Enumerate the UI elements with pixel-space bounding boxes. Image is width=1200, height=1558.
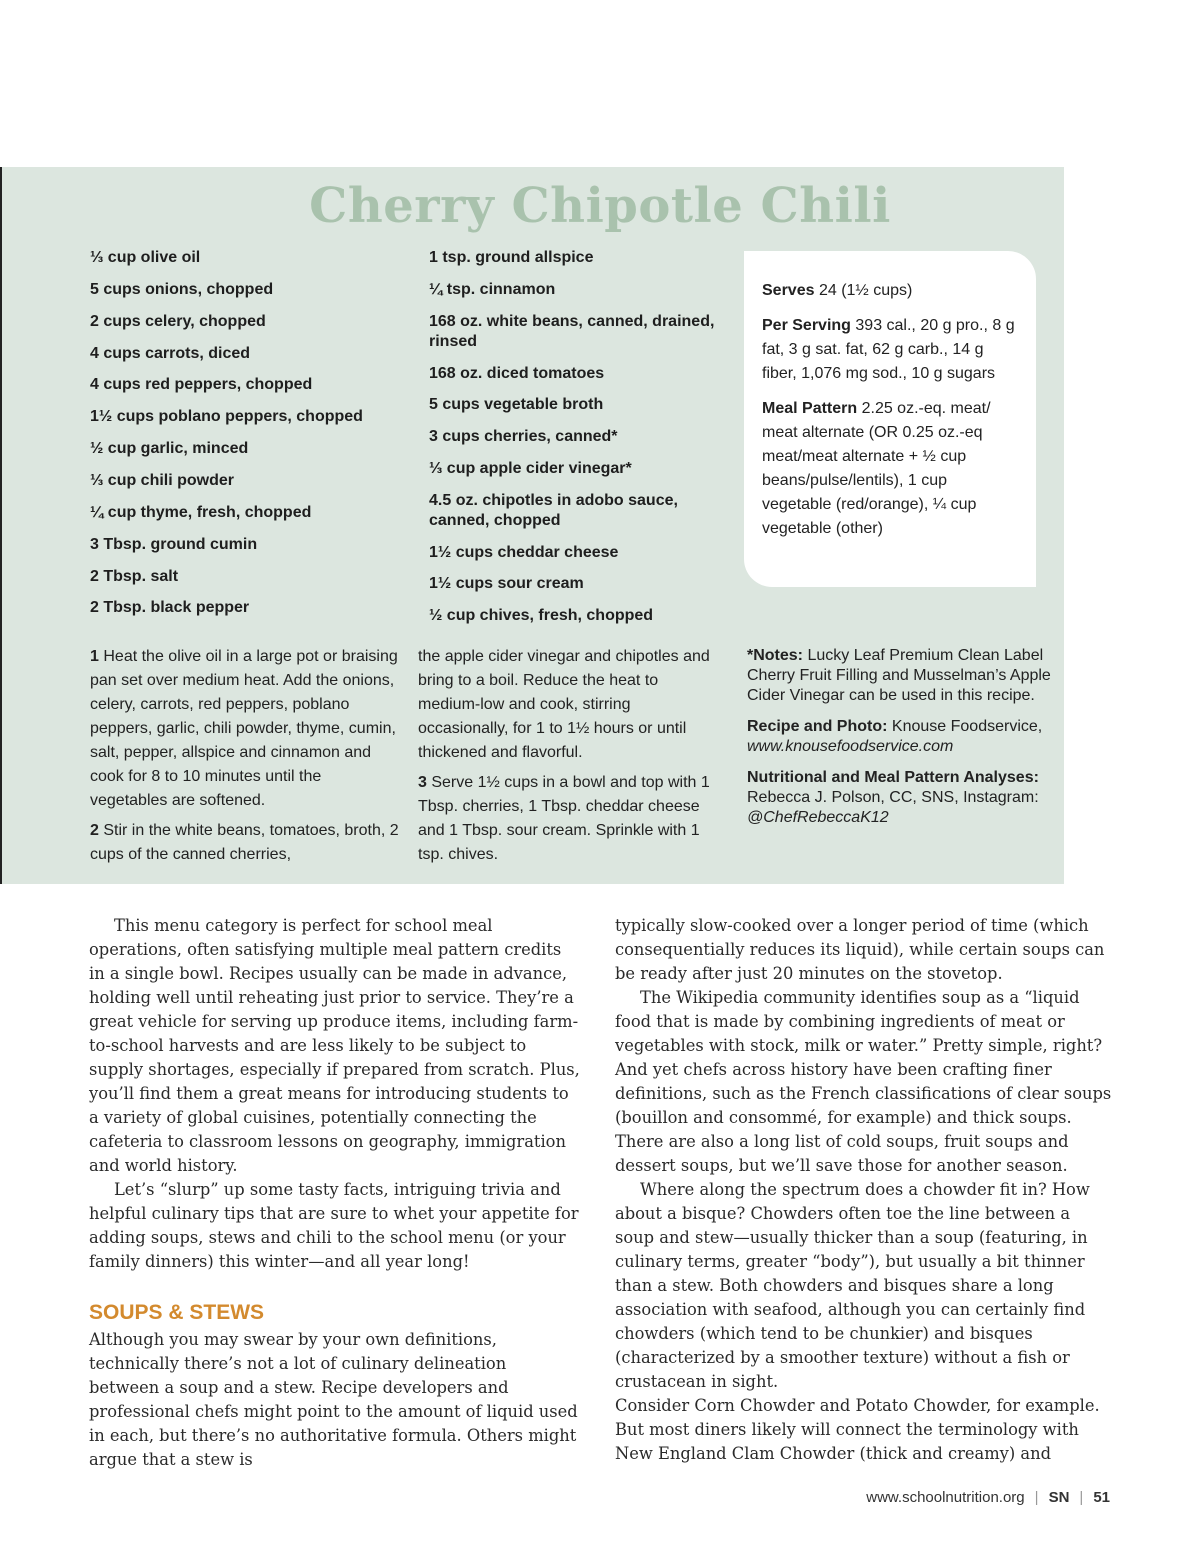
instagram-handle[interactable]: @ChefRebeccaK12: [747, 809, 889, 826]
photo-credit-label: Recipe and Photo:: [747, 718, 888, 735]
step-text: Heat the olive oil in a large pot or braising pan set over medium heat. Add the onions, celery, carrots, red peppers, poblano peppers, garlic, chili powder, thyme, cumin, salt, pepper, allspice and cinnamon and cook for 8 to 10 minutes until the vegetables are softened.: [90, 648, 398, 809]
ingredient-item: 168 oz. diced tomatoes: [429, 365, 605, 382]
article-paragraph: This menu category is perfect for school meal operations, often satisfying multiple meal pattern credits in a single bowl. Recipes usually can be made in advance, holding well until reheating just prior to service. They’re a great vehicle for serving up produce items, including farm-to-school harvests and are less likely to be subject to supply shortages, especially if prepared from scratch. Plus, you’ll find them a great means for introducing students to a variety of global cuisines, potentially connecting the cafeteria to classroom lessons on geography, immigration and world history.: [89, 916, 580, 1175]
ingredient-item: ½ cup chives, fresh, chopped: [429, 607, 654, 624]
analyses-label: Nutritional and Meal Pattern Analyses:: [747, 769, 1039, 786]
ingredient-item: 4.5 oz. chipotles in adobo sauce, canned, chopped: [429, 492, 678, 529]
nutrition-box: [744, 251, 1036, 587]
notes-text: Lucky Leaf Premium Clean Label Cherry Fruit Filling and Musselman’s Apple Cider Vinegar can be used in this recipe.: [747, 647, 1051, 704]
serves-info: [762, 279, 1018, 303]
notes-label: *Notes:: [747, 647, 804, 664]
step-number: 3: [418, 774, 427, 791]
page-footer: [866, 1489, 1110, 1506]
serves-label: Serves: [762, 282, 815, 299]
article-paragraph: typically slow-cooked over a longer period of time (which consequentially reduces its liquid), while certain soups can be ready after just 20 minutes on the stovetop.: [615, 916, 1105, 983]
page-number: 51: [1093, 1489, 1110, 1506]
recipe-notes: [747, 646, 1059, 839]
steps-column-2: [418, 645, 718, 873]
footer-url[interactable]: www.schoolnutrition.org: [866, 1489, 1025, 1506]
serves-value: 24 (1½ cups): [818, 282, 913, 299]
per-serving-value: 393 cal., 20 g pro., 8 g fat, 3 g sat. fat, 62 g carb., 14 g fiber, 1,076 mg sod., 10 g sugars: [762, 317, 1015, 382]
ingredient-item: ¼ tsp. cinnamon: [429, 281, 556, 298]
ingredient-item: ½ cup garlic, minced: [90, 440, 249, 457]
article-paragraph: The Wikipedia community identifies soup as a “liquid food that is made by combining ingredients of meat or vegetables with stock, milk or water.” Pretty simple, right? And yet chefs across history have been crafting finer definitions, such as the French classifications of clear soups (bouillon and consommé, for example) and thick soups. There are also a long list of cold soups, fruit soups and dessert soups, but we’ll save those for another season.: [615, 988, 1112, 1175]
footer-divider: |: [1034, 1489, 1039, 1506]
ingredient-item: 3 cups cherries, canned*: [429, 428, 618, 445]
step-1: [90, 645, 402, 813]
article-paragraph: Let’s “slurp” up some tasty facts, intriguing trivia and helpful culinary tips that are sure to whet your appetite for adding soups, stews and chili to the school menu (or your family dinners) this winter—and all year long!: [89, 1180, 579, 1271]
ingredient-item: ⅓ cup apple cider vinegar*: [429, 460, 632, 477]
step-number: 2: [90, 822, 99, 839]
article-paragraph: Where along the spectrum does a chowder fit in? How about a bisque? Chowders often toe the line between a soup and stew—usually thicker than a soup (featuring, in culinary terms, greater “body”), but usually a bit thinner than a stew. Both chowders and bisques share a long association with seafood, although you can certainly find chowders (which tend to be chunkier) and bisques (characterized by a smoother texture) without a fish or crustacean in sight.: [615, 1180, 1090, 1391]
per-serving-info: [762, 314, 1018, 386]
ingredient-item: 3 Tbsp. ground cumin: [90, 536, 258, 553]
photo-credit-url[interactable]: www.knousefoodservice.com: [747, 738, 954, 755]
photo-credit: [747, 717, 1059, 757]
ingredient-item: 1 tsp. ground allspice: [429, 249, 594, 266]
photo-credit-text: Knouse Foodservice,: [891, 718, 1043, 735]
ingredient-item: ¼ cup thyme, fresh, chopped: [90, 504, 312, 521]
step-2: [90, 819, 402, 867]
step-2-continued: [418, 645, 718, 765]
meal-pattern-label: Meal Pattern: [762, 400, 858, 417]
ingredient-item: 2 cups celery, chopped: [90, 313, 266, 330]
section-heading: SOUPS & STEWS: [89, 1301, 265, 1324]
ingredient-item: 4 cups red peppers, chopped: [90, 376, 313, 393]
footer-brand: SN: [1048, 1489, 1070, 1506]
ingredient-item: 4 cups carrots, diced: [90, 345, 251, 362]
step-number: 1: [90, 648, 99, 665]
step-text: Stir in the white beans, tomatoes, broth, 2 cups of the canned cherries,: [90, 822, 399, 863]
ingredient-item: 1½ cups cheddar cheese: [429, 544, 619, 561]
step-3: [418, 771, 718, 867]
ingredient-item: 1½ cups sour cream: [429, 575, 584, 592]
article-paragraph: Consider Corn Chowder and Potato Chowder, for example. But most diners likely will connect the terminology with New England Clam Chowder (thick and creamy) and: [615, 1396, 1100, 1463]
ingredient-item: 168 oz. white beans, canned, drained, rinsed: [429, 313, 715, 350]
analyses-text: Rebecca J. Polson, CC, SNS, Instagram:: [747, 789, 1039, 806]
step-text: the apple cider vinegar and chipotles and bring to a boil. Reduce the heat to medium-low and cook, stirring occasionally, for 1 to 1½ hours or until thickened and flavorful.: [418, 648, 710, 761]
ingredient-item: 5 cups onions, chopped: [90, 281, 274, 298]
notes-paragraph: [747, 646, 1059, 706]
ingredient-item: 5 cups vegetable broth: [429, 396, 604, 413]
article-paragraph: Although you may swear by your own definitions, technically there’s not a lot of culinary delineation between a soup and a stew. Recipe developers and professional chefs might point to the amount of liquid used in each, but there’s no authoritative formula. Others might argue that a stew is: [89, 1330, 578, 1469]
ingredient-item: 2 Tbsp. black pepper: [90, 599, 250, 616]
article-right-column: [615, 914, 1112, 1466]
recipe-title: Cherry Chipotle Chili: [309, 178, 891, 234]
steps-column-1: [90, 645, 402, 873]
ingredient-item: 2 Tbsp. salt: [90, 568, 179, 585]
ingredient-item: ⅓ cup chili powder: [90, 472, 235, 489]
step-text: Serve 1½ cups in a bowl and top with 1 Tbsp. cherries, 1 Tbsp. cheddar cheese and 1 Tbsp. sour cream. Sprinkle with 1 tsp. chives.: [418, 774, 710, 863]
analyses-credit: [747, 768, 1059, 828]
footer-divider: |: [1079, 1489, 1084, 1506]
article-left-column: [89, 914, 581, 1472]
meal-pattern-info: [762, 397, 1018, 541]
per-serving-label: Per Serving: [762, 317, 851, 334]
meal-pattern-value: 2.25 oz.-eq. meat/ meat alternate (OR 0.25 oz.-eq meat/meat alternate + ½ cup beans/pulse/lentils), 1 cup vegetable (red/orange), ¼ cup vegetable (other): [762, 400, 991, 537]
ingredient-item: 1½ cups poblano peppers, chopped: [90, 408, 363, 425]
ingredient-item: ⅓ cup olive oil: [90, 249, 201, 266]
